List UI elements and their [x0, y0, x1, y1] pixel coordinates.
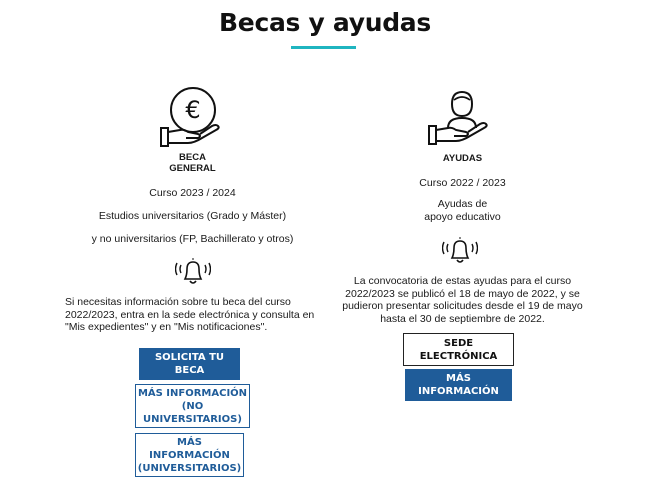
- title-underline: [291, 46, 356, 49]
- beca-info-line3: "Mis expedientes" y en "Mis notificaciones".: [65, 321, 268, 333]
- more-info-non-university-line2: (NO UNIVERSITARIOS): [143, 400, 242, 425]
- page-title: Becas y ayudas: [219, 8, 431, 37]
- ayudas-type-line2: apoyo educativo: [424, 211, 501, 223]
- apply-scholarship-button[interactable]: SOLICITA TU BECA: [139, 348, 240, 380]
- more-info-non-university-button[interactable]: [135, 384, 250, 428]
- bell-icon: [442, 234, 478, 266]
- beca-heading-line2: GENERAL: [169, 163, 216, 174]
- ayudas-info-line1: La convocatoria de estas ayudas para el curso: [353, 275, 572, 287]
- beca-studies-line1: Estudios universitarios (Grado y Máster): [98, 210, 287, 222]
- more-info-university-button[interactable]: [135, 433, 244, 477]
- hand-person-icon: [426, 86, 492, 148]
- beca-studies-line2: y no universitarios (FP, Bachillerato y otros): [91, 233, 294, 245]
- more-info-university-line2: (UNIVERSITARIOS): [137, 462, 242, 474]
- ayudas-info-line4: hasta el 30 de septiembre de 2022.: [380, 312, 545, 325]
- bell-icon: [175, 255, 211, 287]
- svg-text:€: €: [185, 96, 201, 124]
- ayudas-type-line1: Ayudas de: [437, 198, 488, 210]
- beca-info-line2: 2022/2023, entra en la sede electrónica y consulta en: [65, 308, 315, 321]
- hand-euro-coin-icon: [158, 86, 224, 148]
- sede-electronica-button[interactable]: SEDE ELECTRÓNICA: [403, 333, 514, 366]
- beca-heading-line1: BECA: [179, 152, 206, 163]
- beca-info-line1: Si necesitas información sobre tu beca del curso: [65, 296, 291, 308]
- ayudas-heading: AYUDAS: [442, 153, 483, 164]
- beca-info-text: [65, 296, 335, 334]
- more-info-non-university-line1: MÁS INFORMACIÓN: [137, 387, 248, 399]
- ayudas-course: Curso 2022 / 2023: [419, 177, 506, 189]
- beca-course: Curso 2023 / 2024: [149, 187, 236, 199]
- ayudas-info-line3: pudieron presentar solicitudes desde el 19 de mayo: [342, 300, 583, 312]
- more-info-button[interactable]: MÁS INFORMACIÓN: [405, 369, 512, 401]
- ayudas-info-line2: 2022/2023 se publicó el 18 de mayo de 2022, y se: [345, 287, 580, 300]
- more-info-university-line1: MÁS INFORMACIÓN: [149, 436, 230, 461]
- ayudas-info-text: [340, 275, 585, 325]
